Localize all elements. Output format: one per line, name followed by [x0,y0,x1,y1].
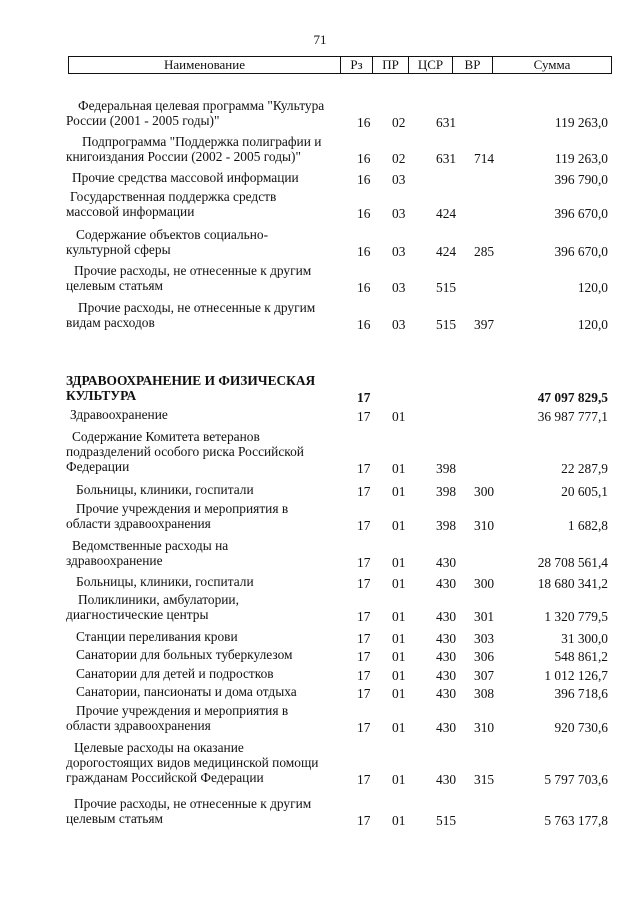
cell-pr: 01 [392,631,406,646]
cell-sum: 396 670,0 [554,206,608,221]
cell-csr: 424 [436,244,457,259]
cell-sum: 5 763 177,8 [544,813,608,828]
cell-rz: 17 [357,649,371,664]
cell-pr: 01 [392,461,406,476]
cell-vr: 397 [474,317,495,332]
cell-rz: 17 [357,631,371,646]
cell-rz: 17 [357,609,371,624]
cell-sum: 119 263,0 [554,115,608,130]
cell-pr: 03 [392,172,406,187]
table-row [0,501,640,533]
cell-sum: 920 730,6 [554,720,608,735]
row-name-line: Больницы, клиники, госпитали [76,482,254,497]
cell-pr: 01 [392,609,406,624]
cell-pr: 01 [392,409,406,424]
row-name [66,407,346,422]
row-name [66,592,346,622]
cell-vr: 308 [474,686,495,701]
row-name-line: ЗДРАВООХРАНЕНИЕ И ФИЗИЧЕСКАЯ [66,373,316,388]
cell-csr: 430 [436,668,457,683]
cell-sum: 20 605,1 [561,484,608,499]
row-name [66,501,346,531]
row-name [66,703,346,733]
header-vr: ВР [453,57,493,73]
row-name-line: гражданам Российской Федерации [66,770,264,785]
table-row [0,574,640,591]
table-row [0,666,640,683]
cell-csr: 515 [436,317,457,332]
row-name [66,629,346,644]
row-name [66,796,346,826]
cell-pr: 01 [392,576,406,591]
table-row [0,684,640,701]
cell-rz: 17 [357,668,371,683]
table-row [0,629,640,646]
table-row [0,740,640,787]
table-row [0,796,640,828]
cell-vr: 300 [474,576,495,591]
row-name-line: здравоохранение [66,553,163,568]
row-name [66,666,346,681]
cell-csr: 515 [436,813,457,828]
cell-rz: 17 [357,720,371,735]
row-name [66,574,346,589]
cell-vr: 310 [474,518,495,533]
cell-pr: 01 [392,813,406,828]
row-name-line: Прочие расходы, не отнесенные к другим [74,263,312,278]
header-csr: ЦСР [409,57,453,73]
row-name [66,98,346,128]
cell-sum: 18 680 341,2 [537,576,608,591]
row-name-line: целевым статьям [66,278,164,293]
row-name [66,429,346,474]
cell-rz: 16 [357,317,371,332]
row-name-line: культурной сферы [66,242,171,257]
row-name-line: Федеральная целевая программа "Культура [78,98,325,113]
row-name [66,538,346,568]
cell-pr: 01 [392,555,406,570]
cell-rz: 16 [357,206,371,221]
cell-pr: 01 [392,720,406,735]
table-row [0,189,640,221]
cell-sum: 1 012 126,7 [544,668,608,683]
row-name-line: Санатории для больных туберкулезом [76,647,293,662]
cell-pr: 01 [392,518,406,533]
cell-sum: 1 682,8 [567,518,608,533]
cell-vr: 300 [474,484,495,499]
row-name-line: Государственная поддержка средств [70,189,277,204]
cell-pr: 01 [392,668,406,683]
cell-csr: 398 [436,484,457,499]
table-row [0,647,640,664]
row-name-line: Санатории для детей и подростков [76,666,274,681]
row-name-line: массовой информации [66,204,195,219]
row-name-line: области здравоохранения [66,516,211,531]
cell-pr: 03 [392,280,406,295]
row-name-line: Федерации [66,459,130,474]
cell-csr: 430 [436,555,457,570]
cell-csr: 398 [436,518,457,533]
cell-pr: 01 [392,772,406,787]
cell-csr: 430 [436,686,457,701]
row-name-line: Подпрограмма "Поддержка полиграфии и [82,134,322,149]
cell-sum: 47 097 829,5 [537,390,608,405]
cell-rz: 16 [357,280,371,295]
cell-rz: 17 [357,409,371,424]
table-row [0,227,640,259]
cell-rz: 16 [357,172,371,187]
cell-csr: 430 [436,609,457,624]
row-name-line: КУЛЬТУРА [66,388,137,403]
cell-sum: 396 718,6 [554,686,608,701]
row-name-line: Прочие учреждения и мероприятия в [76,501,289,516]
row-name-line: Прочие расходы, не отнесенные к другим [74,796,312,811]
cell-csr: 430 [436,576,457,591]
cell-vr: 285 [474,244,495,259]
cell-pr: 01 [392,686,406,701]
cell-rz: 17 [357,772,371,787]
cell-vr: 301 [474,609,495,624]
cell-csr: 430 [436,772,457,787]
row-name-line: Целевые расходы на оказание [74,740,244,755]
cell-rz: 17 [357,555,371,570]
cell-rz: 16 [357,244,371,259]
cell-pr: 01 [392,484,406,499]
cell-sum: 1 320 779,5 [544,609,608,624]
cell-sum: 36 987 777,1 [537,409,608,424]
cell-vr: 303 [474,631,495,646]
table-row [0,134,640,166]
row-name-line: Содержание объектов социально- [76,227,269,242]
cell-csr: 430 [436,649,457,664]
row-name [66,482,346,497]
row-name-line: Здравоохранение [70,407,168,422]
row-name-line: Ведомственные расходы на [72,538,229,553]
cell-vr: 307 [474,668,495,683]
cell-csr: 515 [436,280,457,295]
row-name-line: Содержание Комитета ветеранов [72,429,260,444]
cell-csr: 631 [436,151,457,166]
row-name-line: Прочие расходы, не отнесенные к другим [78,300,316,315]
table-row [0,170,640,187]
header-pr: ПР [373,57,409,73]
cell-rz: 17 [357,686,371,701]
cell-sum: 120,0 [577,280,608,295]
cell-csr: 424 [436,206,457,221]
cell-sum: 119 263,0 [554,151,608,166]
table-header [68,56,612,74]
table-row [0,703,640,735]
table-row [0,407,640,424]
cell-pr: 02 [392,115,406,130]
cell-sum: 28 708 561,4 [537,555,608,570]
row-name-line: видам расходов [66,315,155,330]
row-name [66,227,346,257]
row-name-line: дорогостоящих видов медицинской помощи [66,755,319,770]
table-row [0,98,640,130]
cell-csr: 631 [436,115,457,130]
row-name-line: Поликлиники, амбулатории, [78,592,239,607]
cell-pr: 01 [392,649,406,664]
cell-pr: 02 [392,151,406,166]
cell-pr: 03 [392,244,406,259]
row-name [66,170,346,185]
cell-rz: 17 [357,518,371,533]
cell-rz: 17 [357,461,371,476]
cell-sum: 548 861,2 [554,649,608,664]
cell-rz: 17 [357,576,371,591]
cell-csr: 430 [436,720,457,735]
cell-rz: 17 [357,813,371,828]
table-row [0,482,640,499]
cell-sum: 22 287,9 [561,461,608,476]
cell-pr: 03 [392,206,406,221]
row-name [66,373,346,403]
table-row [0,592,640,624]
row-name [66,740,346,785]
table-row [0,373,640,405]
row-name [66,189,346,219]
cell-pr: 03 [392,317,406,332]
header-sum: Сумма [533,57,571,72]
row-name [66,647,346,662]
cell-rz: 17 [357,390,371,405]
cell-csr: 430 [436,631,457,646]
row-name [66,300,346,330]
cell-sum: 396 790,0 [554,172,608,187]
cell-sum: 396 670,0 [554,244,608,259]
cell-vr: 310 [474,720,495,735]
cell-rz: 16 [357,151,371,166]
cell-rz: 17 [357,484,371,499]
cell-sum: 31 300,0 [561,631,608,646]
cell-vr: 306 [474,649,495,664]
header-rz: Рз [341,57,373,73]
table-row [0,300,640,332]
row-name-line: Станции переливания крови [76,629,238,644]
cell-vr: 714 [474,151,495,166]
row-name-line: Больницы, клиники, госпитали [76,574,254,589]
row-name [66,134,346,164]
row-name-line: Прочие учреждения и мероприятия в [76,703,289,718]
table-row [0,429,640,476]
cell-vr: 315 [474,772,495,787]
row-name-line: Санатории, пансионаты и дома отдыха [76,684,297,699]
row-name-line: подразделений особого риска Российской [66,444,304,459]
header-name: Наименование [69,57,341,73]
row-name-line: России (2001 - 2005 годы)" [66,113,220,128]
table-row [0,263,640,295]
row-name-line: Прочие средства массовой информации [72,170,299,185]
cell-sum: 5 797 703,6 [544,772,608,787]
row-name-line: диагностические центры [66,607,209,622]
row-name-line: целевым статьям [66,811,164,826]
cell-sum: 120,0 [577,317,608,332]
table-row [0,538,640,570]
row-name [66,263,346,293]
cell-rz: 16 [357,115,371,130]
cell-csr: 398 [436,461,457,476]
row-name-line: области здравоохранения [66,718,211,733]
row-name-line: книгоиздания России (2002 - 2005 годы)" [66,149,301,164]
row-name [66,684,346,699]
page-number: 71 [313,32,327,47]
